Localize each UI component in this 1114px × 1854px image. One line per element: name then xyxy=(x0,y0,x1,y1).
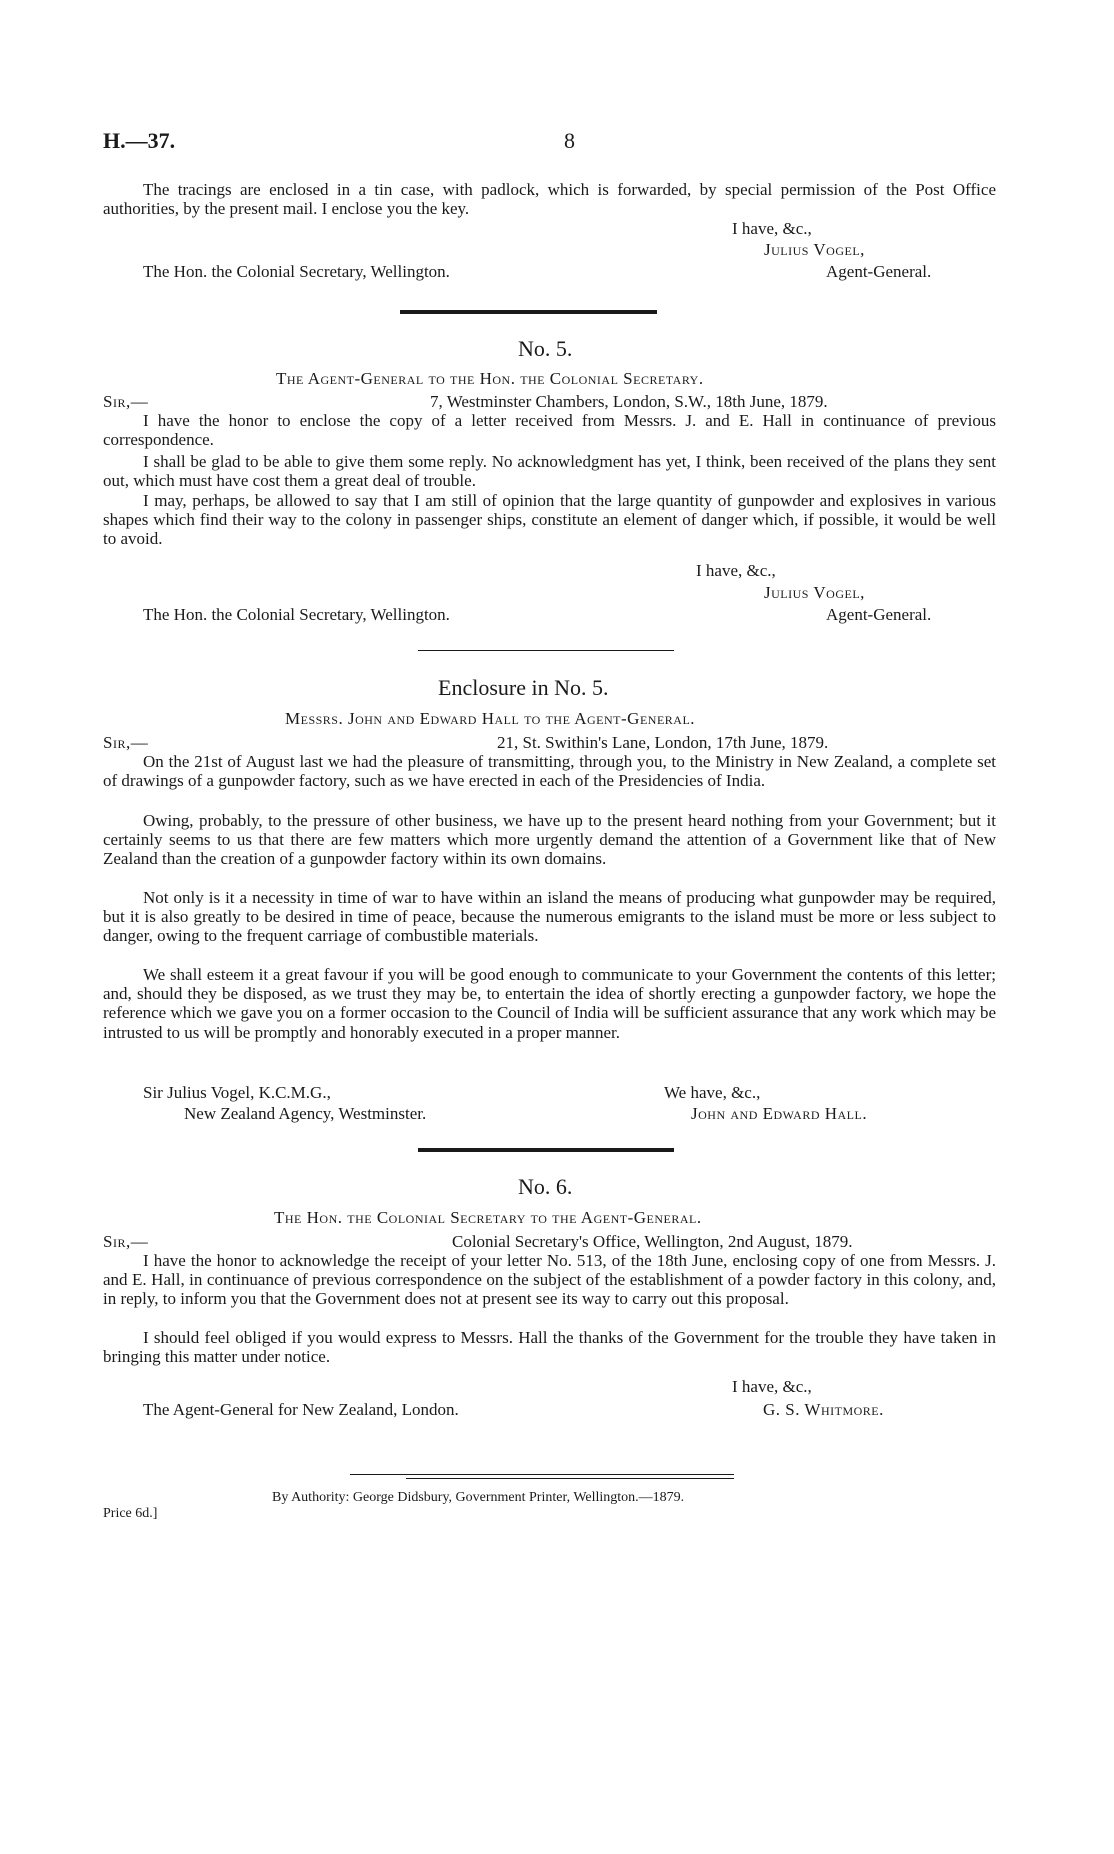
enclosure-heading: Enclosure in No. 5. xyxy=(438,675,609,700)
enclosure-paragraph-3: Not only is it a necessity in time of war to have within an island the means of producing what gunpowder may be required, but it is also greatly to be desired in time of peace, because the numerous emigrants to the island must be more or less subject to danger, owing to the frequent carriage of combustible materials. xyxy=(103,888,996,946)
no5-addressee: The Hon. the Colonial Secretary, Wellington. xyxy=(143,605,450,624)
page-number: 8 xyxy=(564,128,575,153)
no6-paragraph-1: I have the honor to acknowledge the receipt of your letter No. 513, of the 18th June, enclosing copy of one from Messrs. J. and E. Hall, in continuance of previous correspondence on the subject of the establishment of a powder factory in this colony, and, in reply, to inform you that the Government does not at present see its way to carry out this proposal. xyxy=(103,1251,996,1309)
enclosure-paragraph-4: We shall esteem it a great favour if you will be good enough to communicate to your Government the contents of this letter; and, should they be disposed, as we trust they may be, to entertain the idea of shortly erecting a gunpowder factory, we hope the reference which we gave you on a former occasion to the Council of India will be sufficient assurance that any work which may be intrusted to us will be promptly and honorably executed in a proper manner. xyxy=(103,965,996,1042)
no5-signature: Julius Vogel, xyxy=(764,583,865,602)
no5-paragraph-3: I may, perhaps, be allowed to say that I am still of opinion that the large quantity of gunpowder and explosives in various shapes which find their way to the colony in passenger ships, constitute an element of danger which, if possible, it would be well to avoid. xyxy=(103,491,996,549)
footer-rule-lower xyxy=(406,1478,734,1479)
footer-rule-upper xyxy=(350,1474,734,1475)
enclosure-addressee-line-2: New Zealand Agency, Westminster. xyxy=(184,1104,427,1123)
intro-closing: I have, &c., xyxy=(732,219,812,238)
no5-heading: No. 5. xyxy=(518,336,573,361)
section-divider-thick xyxy=(400,310,657,314)
document-reference: H.—37. xyxy=(103,128,176,153)
price-note: Price 6d.] xyxy=(103,1506,158,1521)
enclosure-paragraph-1: On the 21st of August last we had the pleasure of transmitting, through you, to the Ministry in New Zealand, a complete set of drawings of a gunpowder factory, such as we have erected in each of the Presidencies of India. xyxy=(103,752,996,791)
no5-paragraph-2: I shall be glad to be able to give them some reply. No acknowledgment has yet, I think, been received of the plans they sent out, which must have cost them a great deal of trouble. xyxy=(103,452,996,491)
intro-paragraph: The tracings are enclosed in a tin case, with padlock, which is forwarded, by special permission of the Post Office authorities, by the present mail. I enclose you the key. xyxy=(103,180,996,219)
intro-title: Agent-General. xyxy=(826,262,932,281)
no6-addressee: The Agent-General for New Zealand, London. xyxy=(143,1400,459,1419)
no5-title: Agent-General. xyxy=(826,605,932,624)
no6-paragraph-2: I should feel obliged if you would express to Messrs. Hall the thanks of the Government for the trouble they have taken in bringing this matter under notice. xyxy=(103,1328,996,1367)
enclosure-from-to: Messrs. John and Edward Hall to the Agent-General. xyxy=(285,709,696,728)
no6-closing: I have, &c., xyxy=(732,1377,812,1396)
section-divider-thin xyxy=(418,650,674,651)
no6-heading: No. 6. xyxy=(518,1174,573,1199)
no6-salutation: Sir,— xyxy=(103,1232,149,1251)
no5-from-to: The Agent-General to the Hon. the Colonial Secretary. xyxy=(276,369,704,388)
enclosure-paragraph-2: Owing, probably, to the pressure of other business, we have up to the present heard nothing from your Government; but it certainly seems to us that there are few matters which more urgently demand the attention of a Government like that of New Zealand than the creation of a gunpowder factory within its own domains. xyxy=(103,811,996,869)
enclosure-address: 21, St. Swithin's Lane, London, 17th June, 1879. xyxy=(497,733,829,752)
intro-addressee: The Hon. the Colonial Secretary, Wellington. xyxy=(143,262,450,281)
no5-paragraph-1: I have the honor to enclose the copy of a letter received from Messrs. J. and E. Hall in continuance of previous correspondence. xyxy=(103,411,996,450)
intro-signature: Julius Vogel, xyxy=(764,240,865,259)
no6-from-to: The Hon. the Colonial Secretary to the Agent-General. xyxy=(274,1208,702,1227)
enclosure-salutation: Sir,— xyxy=(103,733,149,752)
enclosure-signature: John and Edward Hall. xyxy=(691,1104,868,1123)
no6-address: Colonial Secretary's Office, Wellington, 2nd August, 1879. xyxy=(452,1232,853,1251)
printer-imprint: By Authority: George Didsbury, Government Printer, Wellington.—1879. xyxy=(272,1490,685,1505)
no5-salutation: Sir,— xyxy=(103,392,149,411)
enclosure-addressee-line-1: Sir Julius Vogel, K.C.M.G., xyxy=(143,1083,331,1102)
no5-address: 7, Westminster Chambers, London, S.W., 18th June, 1879. xyxy=(430,392,828,411)
section-divider-thick-2 xyxy=(418,1148,674,1152)
no6-signature: G. S. Whitmore. xyxy=(763,1400,884,1419)
no5-closing: I have, &c., xyxy=(696,561,776,580)
enclosure-closing: We have, &c., xyxy=(664,1083,761,1102)
